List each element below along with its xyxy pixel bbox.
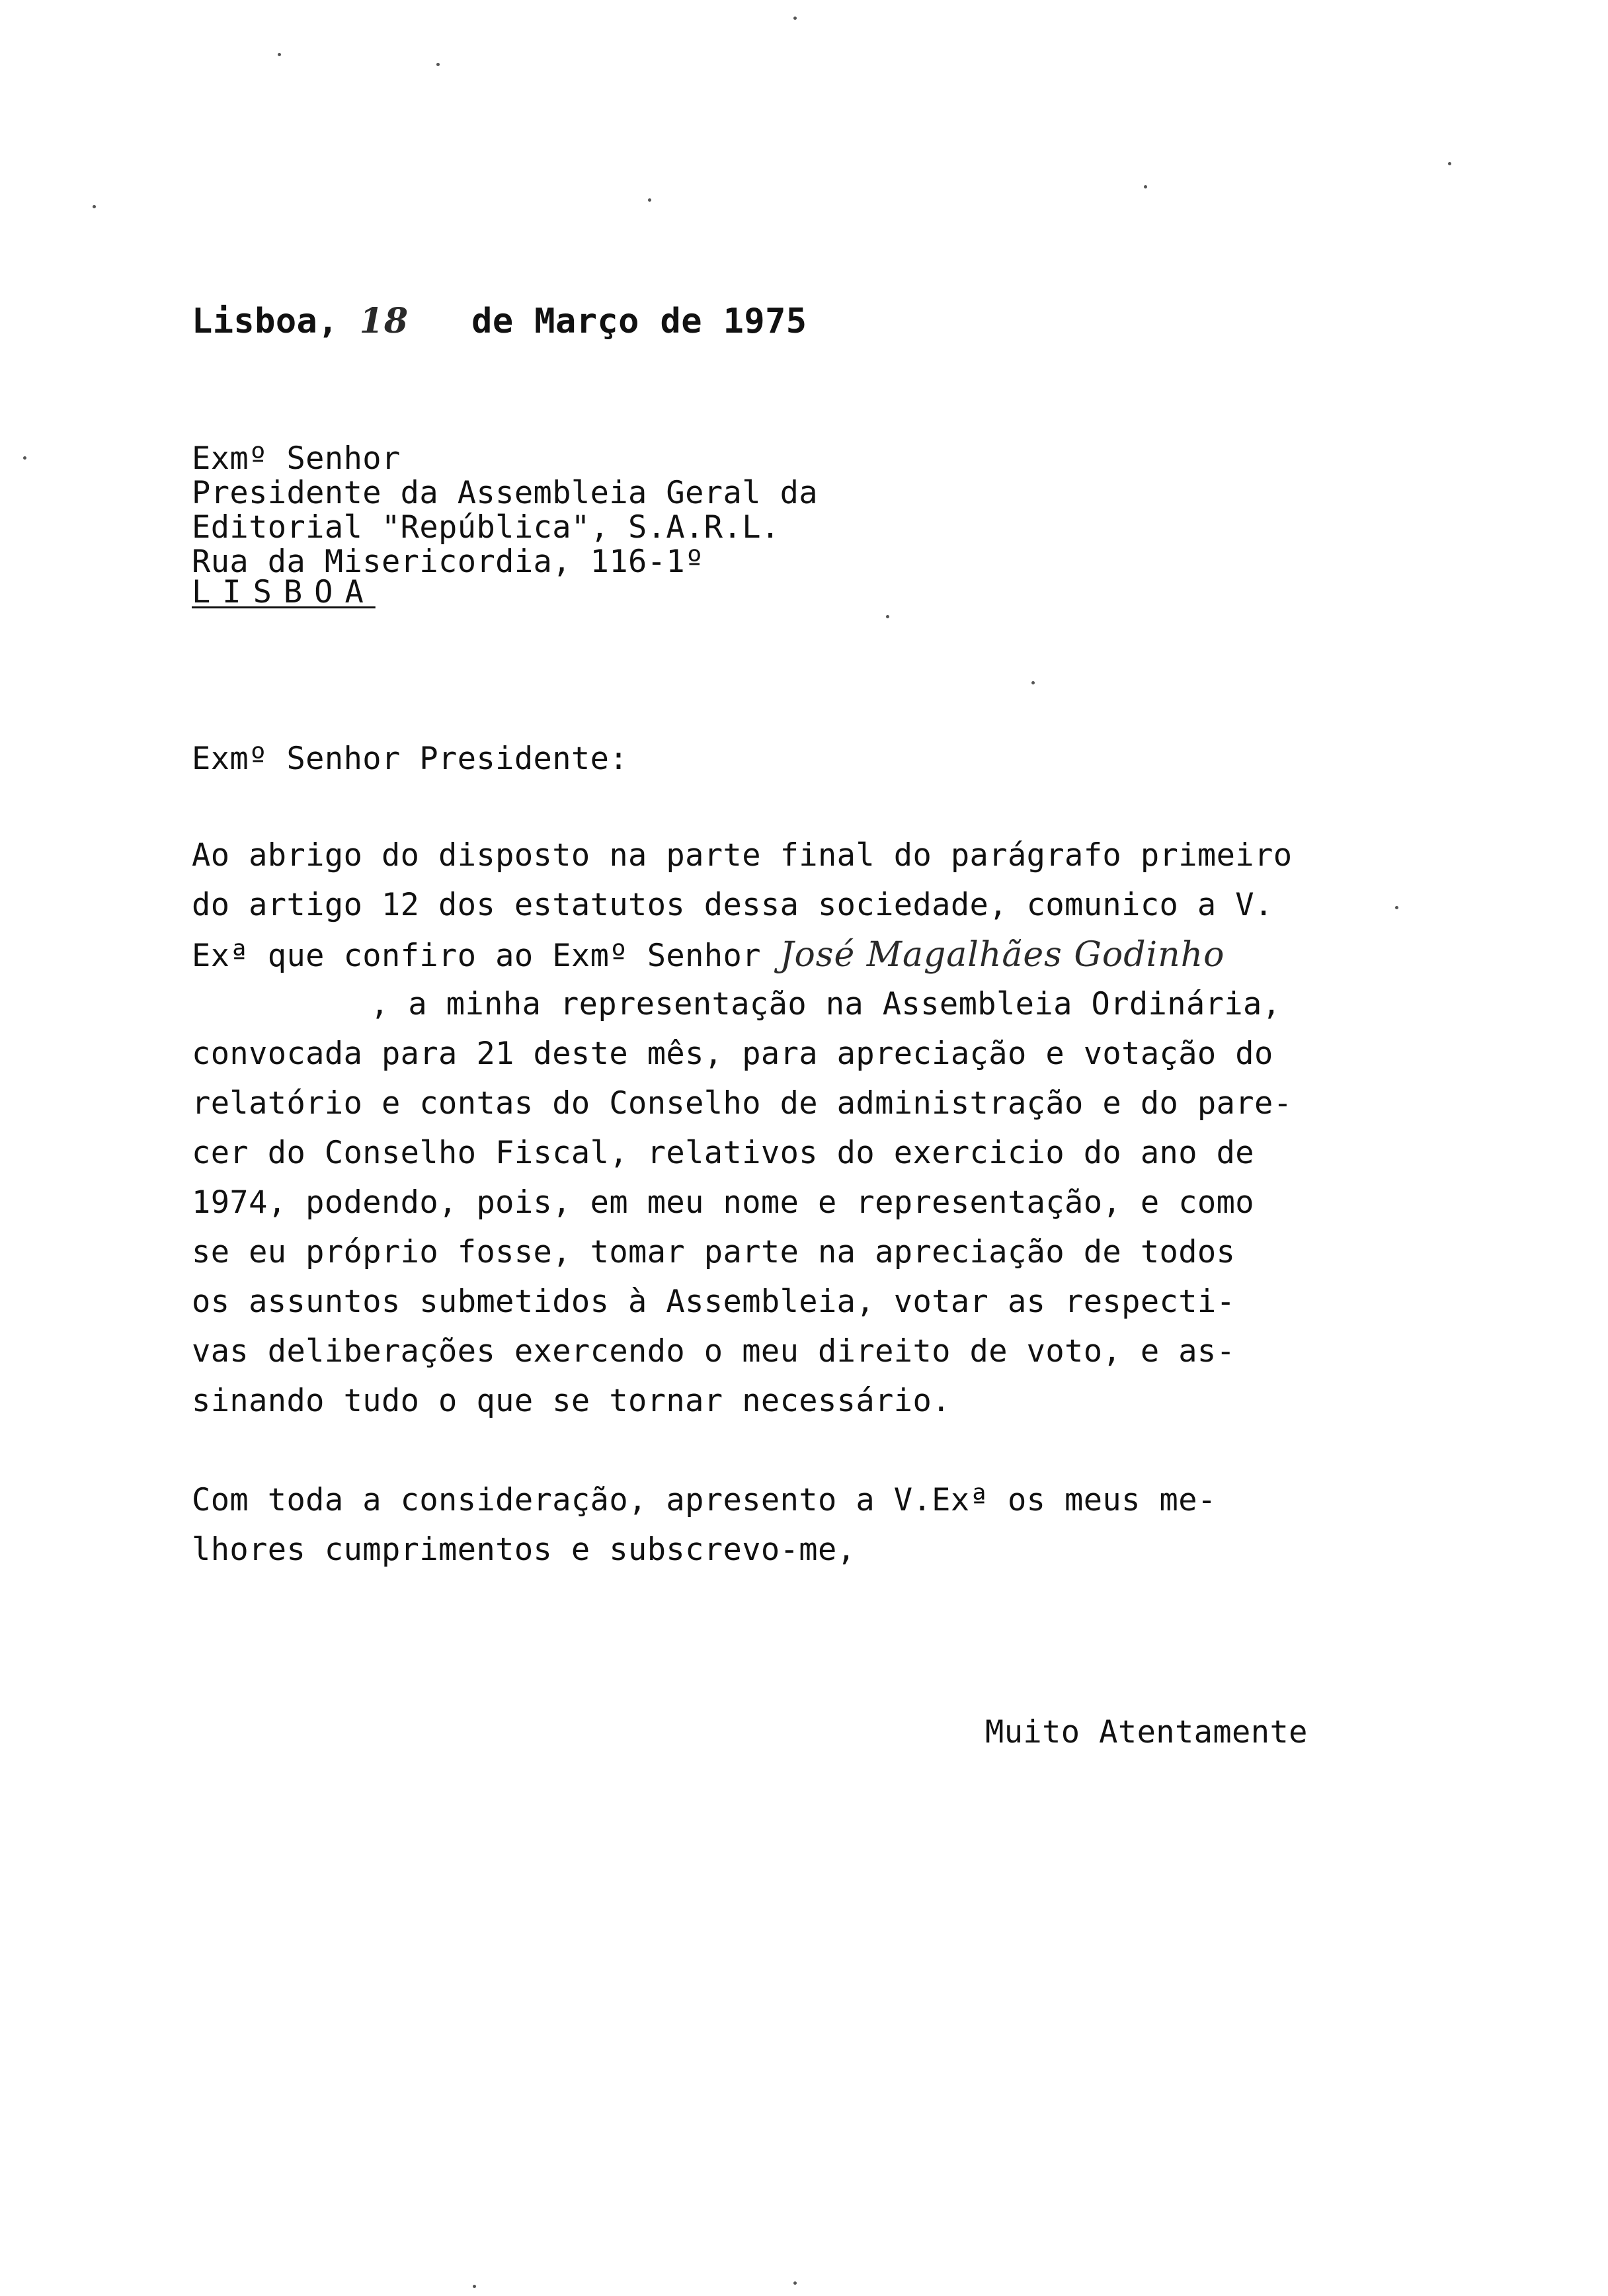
scan-speck bbox=[278, 53, 281, 56]
scan-speck bbox=[1031, 681, 1035, 684]
scan-speck bbox=[1144, 185, 1147, 188]
body-line-12: sinando tudo o que se tornar necessário. bbox=[192, 1383, 951, 1419]
scan-speck bbox=[1395, 906, 1398, 909]
body-line-9: se eu próprio fosse, tomar parte na apreciação de todos bbox=[192, 1234, 1236, 1270]
date-day-handwritten: 18 bbox=[359, 301, 409, 341]
closing-line-2: lhores cumprimentos e subscrevo-me, bbox=[192, 1532, 856, 1568]
scan-speck bbox=[1448, 162, 1451, 165]
body-line-1: Ao abrigo do disposto na parte final do parágrafo primeiro bbox=[192, 837, 1293, 874]
body-line-3 bbox=[192, 935, 1225, 975]
date-place: Lisboa, bbox=[192, 302, 339, 341]
scan-speck bbox=[886, 615, 889, 618]
body-line-8: 1974, podendo, pois, em meu nome e representação, e como bbox=[192, 1184, 1254, 1221]
signoff: Muito Atentamente bbox=[985, 1714, 1308, 1750]
body-line-6: relatório e contas do Conselho de administração e do pare- bbox=[192, 1085, 1293, 1122]
address-city: LISBOA bbox=[192, 574, 376, 610]
scan-speck bbox=[436, 63, 440, 66]
closing-line-1: Com toda a consideração, apresento a V.Exª os meus me- bbox=[192, 1482, 1217, 1518]
scan-speck bbox=[473, 2285, 476, 2288]
scan-speck bbox=[23, 456, 26, 460]
address-line-1: Exmº Senhor bbox=[192, 440, 401, 477]
body-line-10: os assuntos submetidos à Assembleia, votar as respecti- bbox=[192, 1284, 1236, 1320]
address-line-4: Rua da Misericordia, 116-1º bbox=[192, 544, 704, 580]
scan-speck bbox=[93, 205, 96, 208]
body-line-3-text: Exª que confiro ao Exmº Senhor bbox=[192, 938, 761, 974]
address-line-3: Editorial "República", S.A.R.L. bbox=[192, 509, 780, 546]
body-line-4: , a minha representação na Assembleia Ordinária, bbox=[370, 986, 1281, 1022]
letter-date bbox=[192, 301, 807, 341]
handwritten-name: José Magalhães Godinho bbox=[780, 935, 1225, 975]
body-line-7: cer do Conselho Fiscal, relativos do exercicio do ano de bbox=[192, 1135, 1254, 1171]
scan-speck bbox=[793, 17, 797, 20]
body-line-2: do artigo 12 dos estatutos dessa sociedade, comunico a V. bbox=[192, 887, 1273, 923]
scan-speck bbox=[648, 198, 651, 202]
body-line-5: convocada para 21 deste mês, para apreciação e votação do bbox=[192, 1036, 1273, 1072]
address-line-2: Presidente da Assembleia Geral da bbox=[192, 475, 818, 511]
salutation: Exmº Senhor Presidente: bbox=[192, 741, 629, 777]
scan-speck bbox=[793, 2281, 797, 2285]
body-line-11: vas deliberações exercendo o meu direito de voto, e as- bbox=[192, 1333, 1236, 1370]
date-rest: de Março de 1975 bbox=[471, 302, 807, 341]
